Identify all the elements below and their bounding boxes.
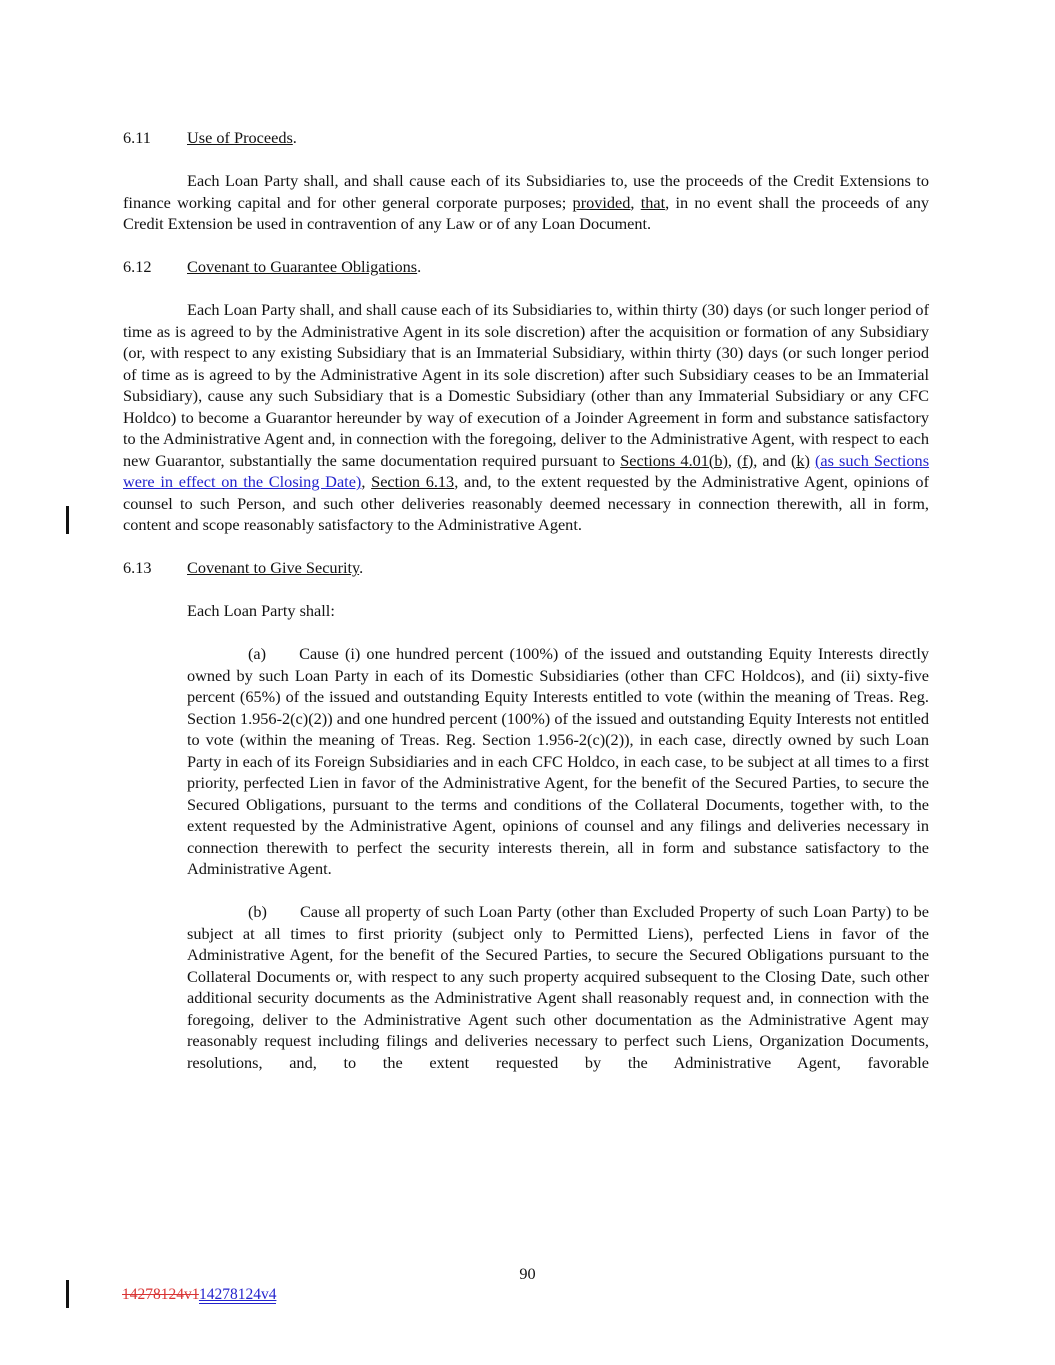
section-title: Covenant to Guarantee Obligations (187, 257, 418, 276)
section-number: 6.13 (123, 558, 152, 577)
paragraph-use-of-proceeds (123, 170, 929, 235)
paragraph-intro (123, 600, 929, 622)
cross-reference-sections-4-01-b: Sections 4.01(b) (620, 450, 728, 470)
revision-deleted: 14278124v1 (122, 1286, 199, 1303)
section-6-13-heading (123, 557, 929, 579)
section-6-11-heading (123, 127, 929, 149)
cross-reference-k: (k) (790, 450, 810, 470)
section-title: Use of Proceeds (187, 128, 293, 147)
section-title-period: . (417, 257, 422, 276)
text-segment: Each Loan Party shall, and shall cause each of its Subsidiaries to, within thirty (30) days (or such longer period of time as is agreed to by the Administrative Agent in its sole discretion) after the acquisition or formation of any Subsidiary (or, with respect to any existing Subsidiary that is an Immaterial Subsidiary, within thirty (30) days (or such longer period of time as is agreed to by the Administrative Agent in its sole discretion) after such Subsidiary ceases to be an Immaterial Subsidiary), cause any such Subsidiary that is a Domestic Subsidiary (other than any Immaterial Subsidiary or any CFC Holdco) to become a Guarantor hereunder by way of execution of a Joinder Agreement in form and substance satisfactory to the Administrative Agent and, in connection with the foregoing, deliver to the Administrative Agent, with respect to each new Guarantor, substantially the same documentation required pursuant to (123, 300, 929, 470)
text-segment: , (630, 192, 641, 212)
section-6-12-heading (123, 256, 929, 278)
text-segment: , (361, 472, 372, 491)
cross-reference-section-6-13: Section 6.13 (371, 472, 455, 491)
text-segment: , (727, 450, 738, 470)
section-title: Covenant to Give Security (187, 558, 360, 577)
section-number: 6.12 (123, 257, 152, 276)
redline-insertion: (as such Sections were in effect on the Closing Date) (123, 450, 930, 491)
text-segment: Cause (i) one hundred percent (100%) of the issued and outstanding Equity Interests directly owned by such Loan Party in each of its Domestic Subsidiaries (other than CFC Holdcos), and (ii) sixty-five percent (65%) of the issued and outstanding Equity Interests entitled to vote (within the meaning of Treas. Reg. Section 1.956-2(c)(2)) and one hundred percent (100%) of the issued and outstanding Equity Interests not entitled to vote (within the meaning of Treas. Reg. Section 1.956-2(c)(2)), in each case, directly owned by such Loan Party in each of its Foreign Subsidiaries and in each CFC Holdco, in each case, to be subject at all times to a first priority, perfected Lien in favor of the Administrative Agent, for the benefit of the Secured Parties, to secure the Secured Obligations, pursuant to the terms and conditions of the Collateral Documents, together with, to the extent requested by the Administrative Agent, opinions of counsel and any filings and deliveries necessary in connection therewith to perfect the security interests therein, all in form and substance satisfactory to the Administrative Agent. (187, 644, 929, 878)
text-segment: Each Loan Party shall: (187, 601, 335, 620)
subsection-label: (b) (248, 902, 267, 921)
page-number: 90 (519, 1264, 536, 1283)
margin-change-bar (66, 506, 69, 534)
subsection-label: (a) (248, 644, 267, 663)
text-segment: , in no event shall the proceeds of any Credit Extension be used in contravention of any Law or of any Loan Document. (123, 192, 930, 233)
section-title-period: . (292, 128, 297, 147)
paragraph-covenant-to-guarantee (123, 299, 929, 536)
text-segment: Cause all property of such Loan Party (other than Excluded Property of such Loan Party) to be subject at all times to first priority (subject only to Permitted Liens), perfected Liens in favor of the Administrative Agent, for the benefit of the Secured Parties, to secure the Secured Obligations pursuant to the Collateral Documents or, with respect to any such property acquired subsequent to the Closing Date, such other additional security documents as the Administrative Agent shall reasonably request and, in connection with the foregoing, deliver to the Administrative Agent such other documentation as the Administrative Agent may reasonably request including filings and deliveries necessary to perfect such Liens, Organization Documents, resolutions, and, to the extent requested by the Administrative Agent, favorable (187, 902, 929, 1072)
text-segment: Each Loan Party shall, and shall cause each of its Subsidiaries to, use the proceeds of the Credit Extensions to finance working capital and for other general corporate purposes; (123, 171, 929, 212)
text-segment: , and, to the extent requested by the Administrative Agent, opinions of counsel to such Person, and such other deliveries reasonably deemed necessary in connection therewith, all in form, content and scope reasonably satisfactory to the Administrative Agent. (123, 472, 929, 534)
revision-inserted: 14278124v4 (198, 1286, 277, 1303)
footer-change-bar (66, 1280, 69, 1308)
subsection-a (187, 643, 929, 880)
term-that: that (640, 192, 666, 212)
cross-reference-f: (f) (737, 450, 754, 470)
term-provided: provided (572, 192, 631, 212)
section-title-period: . (359, 558, 364, 577)
section-number: 6.11 (123, 128, 151, 147)
subsection-b (187, 901, 929, 1073)
text-segment: , and (753, 450, 791, 470)
footer-revision-line (122, 1286, 276, 1304)
document-content (123, 127, 929, 1095)
